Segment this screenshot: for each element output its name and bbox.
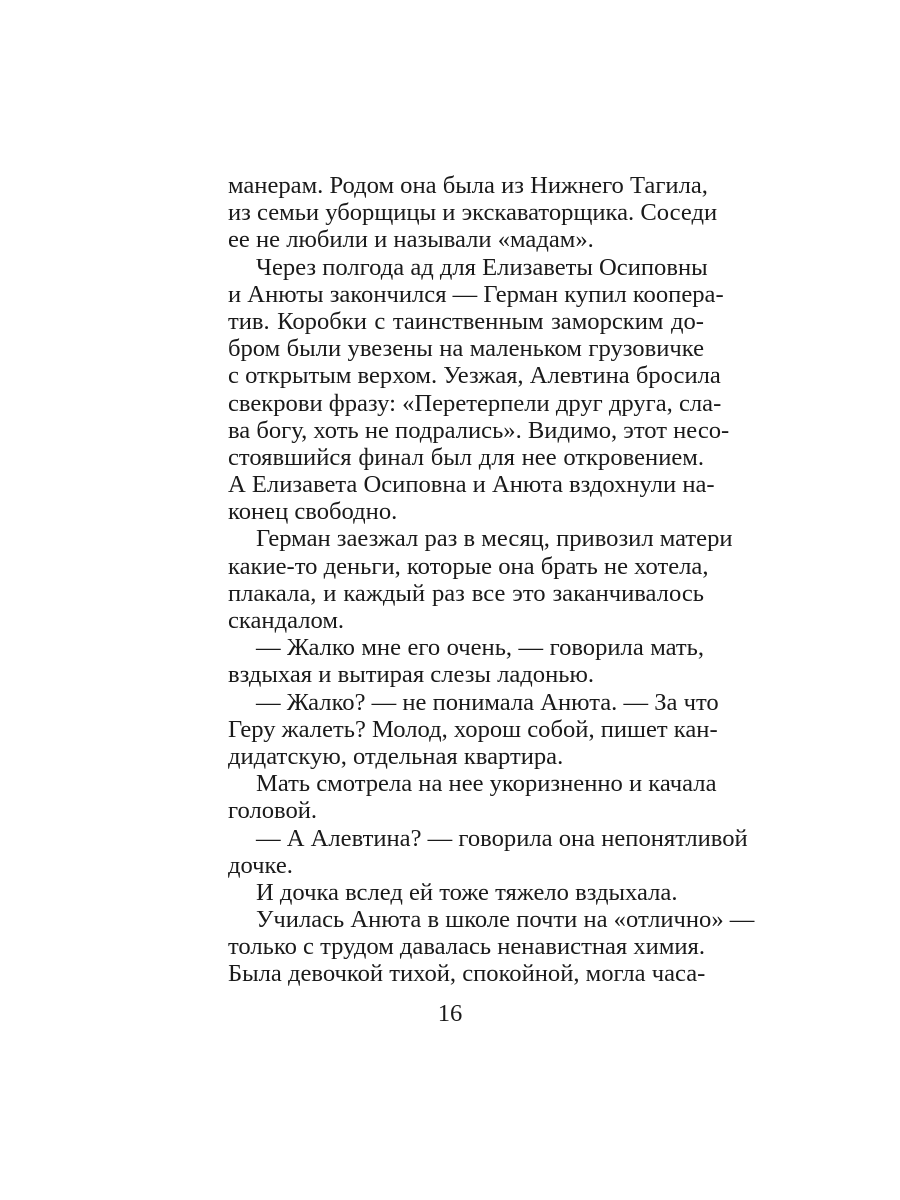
text-line: Была девочкой тихой, спокойной, могла часа- <box>228 960 706 988</box>
text-line: стоявшийся финал был для нее откровением. <box>228 443 704 471</box>
text-line: манерам. Родом она была из Нижнего Тагила, <box>228 172 708 199</box>
text-line: вздыхая и вытирая слезы ладонью. <box>228 661 594 689</box>
text-line: свекрови фразу: «Перетерпели друг друга, сла- <box>228 389 722 417</box>
text-line: скандалом. <box>228 607 345 634</box>
text-line: тив. Коробки с таинственным заморским до- <box>228 307 704 335</box>
text-line: И дочка вслед ей тоже тяжело вздыхала. <box>256 878 678 906</box>
text-line: ва богу, хоть не подрались». Видимо, этот несо- <box>228 416 730 444</box>
text-line: дидатскую, отдельная квартира. <box>228 742 564 770</box>
text-line: плакала, и каждый раз все это заканчивалось <box>228 579 704 607</box>
text-line: — Жалко? — не понимала Анюта. — За что <box>256 688 719 716</box>
text-line: Мать смотрела на нее укоризненно и качала <box>256 770 717 798</box>
text-line: ее не любили и называли «мадам». <box>228 226 594 254</box>
text-line: только с трудом давалась ненавистная химия. <box>228 933 706 961</box>
text-line: Училась Анюта в школе почти на «отлично» — <box>256 906 755 934</box>
text-line: конец свободно. <box>228 498 398 526</box>
text-line: — Жалко мне его очень, — говорила мать, <box>256 634 704 662</box>
text-line: Через полгода ад для Елизаветы Осиповны <box>256 253 708 281</box>
text-line: — А Алевтина? — говорила она непонятливой <box>256 824 748 852</box>
text-line: А Елизавета Осиповна и Анюта вздохнули на- <box>228 471 715 499</box>
page-number: 16 <box>437 1000 463 1027</box>
text-line: Герман заезжал раз в месяц, привозил матери <box>256 525 733 553</box>
text-line: головой. <box>228 797 318 825</box>
text-line: какие-то деньги, которые она брать не хотела, <box>228 552 709 580</box>
text-line: Геру жалеть? Молод, хорош собой, пишет кан- <box>228 715 718 743</box>
text-line: дочке. <box>228 851 293 879</box>
text-line: и Анюты закончился — Герман купил коопера- <box>228 280 724 308</box>
text-line: с открытым верхом. Уезжая, Алевтина бросила <box>228 362 721 390</box>
page-body-text <box>228 172 755 988</box>
text-line: из семьи уборщицы и экскаваторщика. Соседи <box>228 199 718 227</box>
text-line: бром были увезены на маленьком грузовичке <box>228 335 704 363</box>
